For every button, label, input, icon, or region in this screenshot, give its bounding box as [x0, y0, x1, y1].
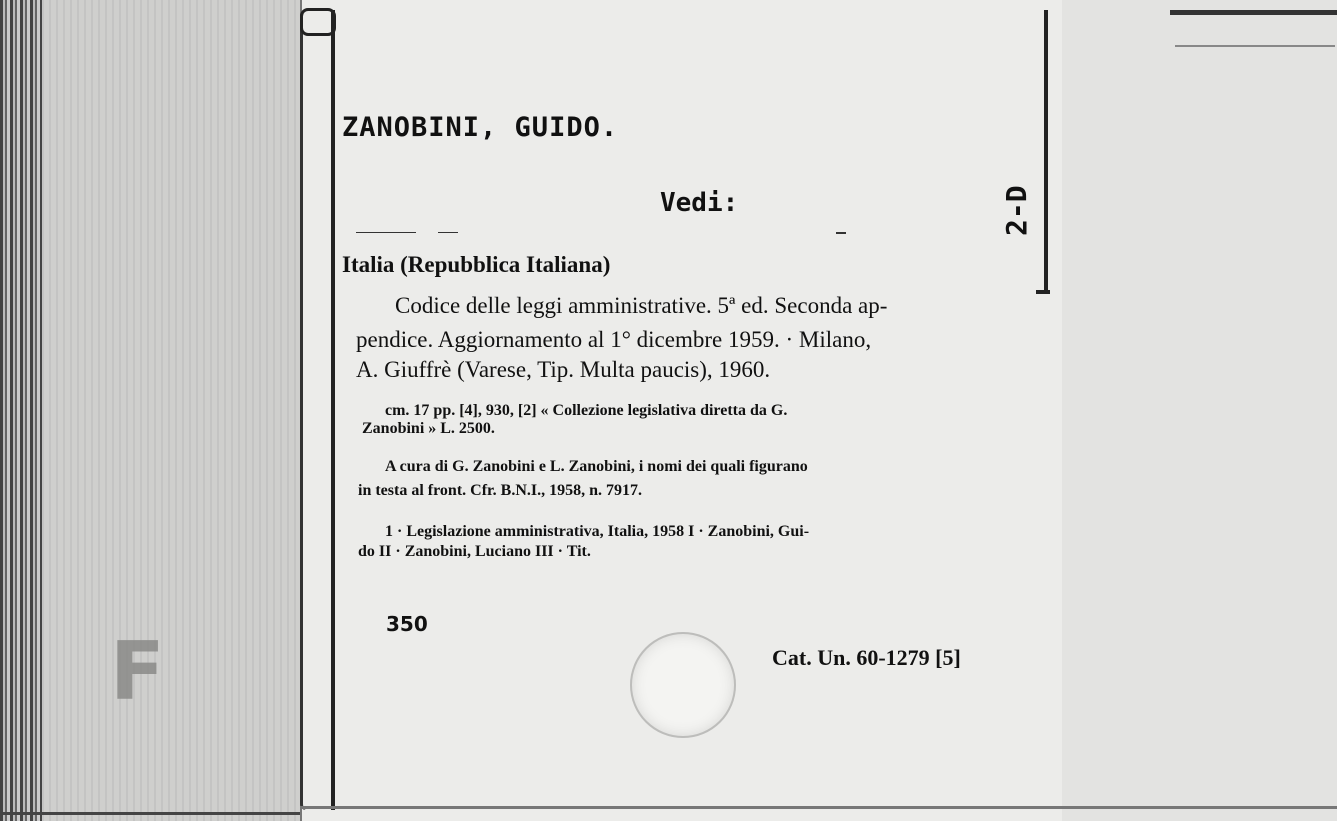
divider-dash [438, 232, 458, 233]
see-label: Vedi: [660, 188, 739, 218]
corporate-author: Italia (Repubblica Italiana) [342, 252, 611, 277]
margin-letter: F [110, 625, 165, 718]
card-right-frame-base [1036, 290, 1050, 294]
classmark: 2-D [1000, 185, 1033, 236]
tracing-line: do II · Zanobini, Luciano III · Tit. [358, 543, 591, 560]
divider-dash [356, 232, 416, 233]
tracing-line: 1 · Legislazione amministrativa, Italia, 1958 I · Zanobini, Gui- [385, 523, 810, 540]
note-line: A cura di G. Zanobini e L. Zanobini, i nomi dei quali figurano [385, 458, 808, 475]
catalog-number: Cat. Un. 60-1279 [5] [772, 645, 961, 670]
right-rule-thin [1175, 45, 1335, 47]
bottom-line-left [0, 812, 300, 815]
card-right-frame [1044, 10, 1048, 290]
card-heading: ZANOBINI, GUIDO. [342, 112, 619, 143]
card-rail-top [300, 8, 336, 36]
scan-right-margin [1062, 0, 1337, 821]
card-number: 350 [386, 612, 428, 636]
note-line: in testa al front. Cfr. B.N.I., 1958, n. 7917. [358, 482, 643, 499]
title-line: A. Giuffrè (Varese, Tip. Multa paucis), 1960. [356, 357, 771, 382]
title-line: pendice. Aggiornamento al 1° dicembre 1959. · Milano, [356, 327, 872, 352]
punch-hole [630, 632, 736, 738]
scan-binding-edge [0, 0, 42, 821]
title-line: Codice delle leggi amministrative. 5ª ed. Seconda ap- [395, 293, 888, 318]
right-rule [1170, 10, 1337, 15]
collation-line: cm. 17 pp. [4], 930, [2] « Collezione legislativa diretta da G. [385, 402, 788, 419]
card-rail [300, 10, 335, 810]
collation-line: Zanobini » L. 2500. [362, 420, 495, 437]
bottom-line [300, 806, 1337, 809]
divider-dash [836, 232, 846, 234]
